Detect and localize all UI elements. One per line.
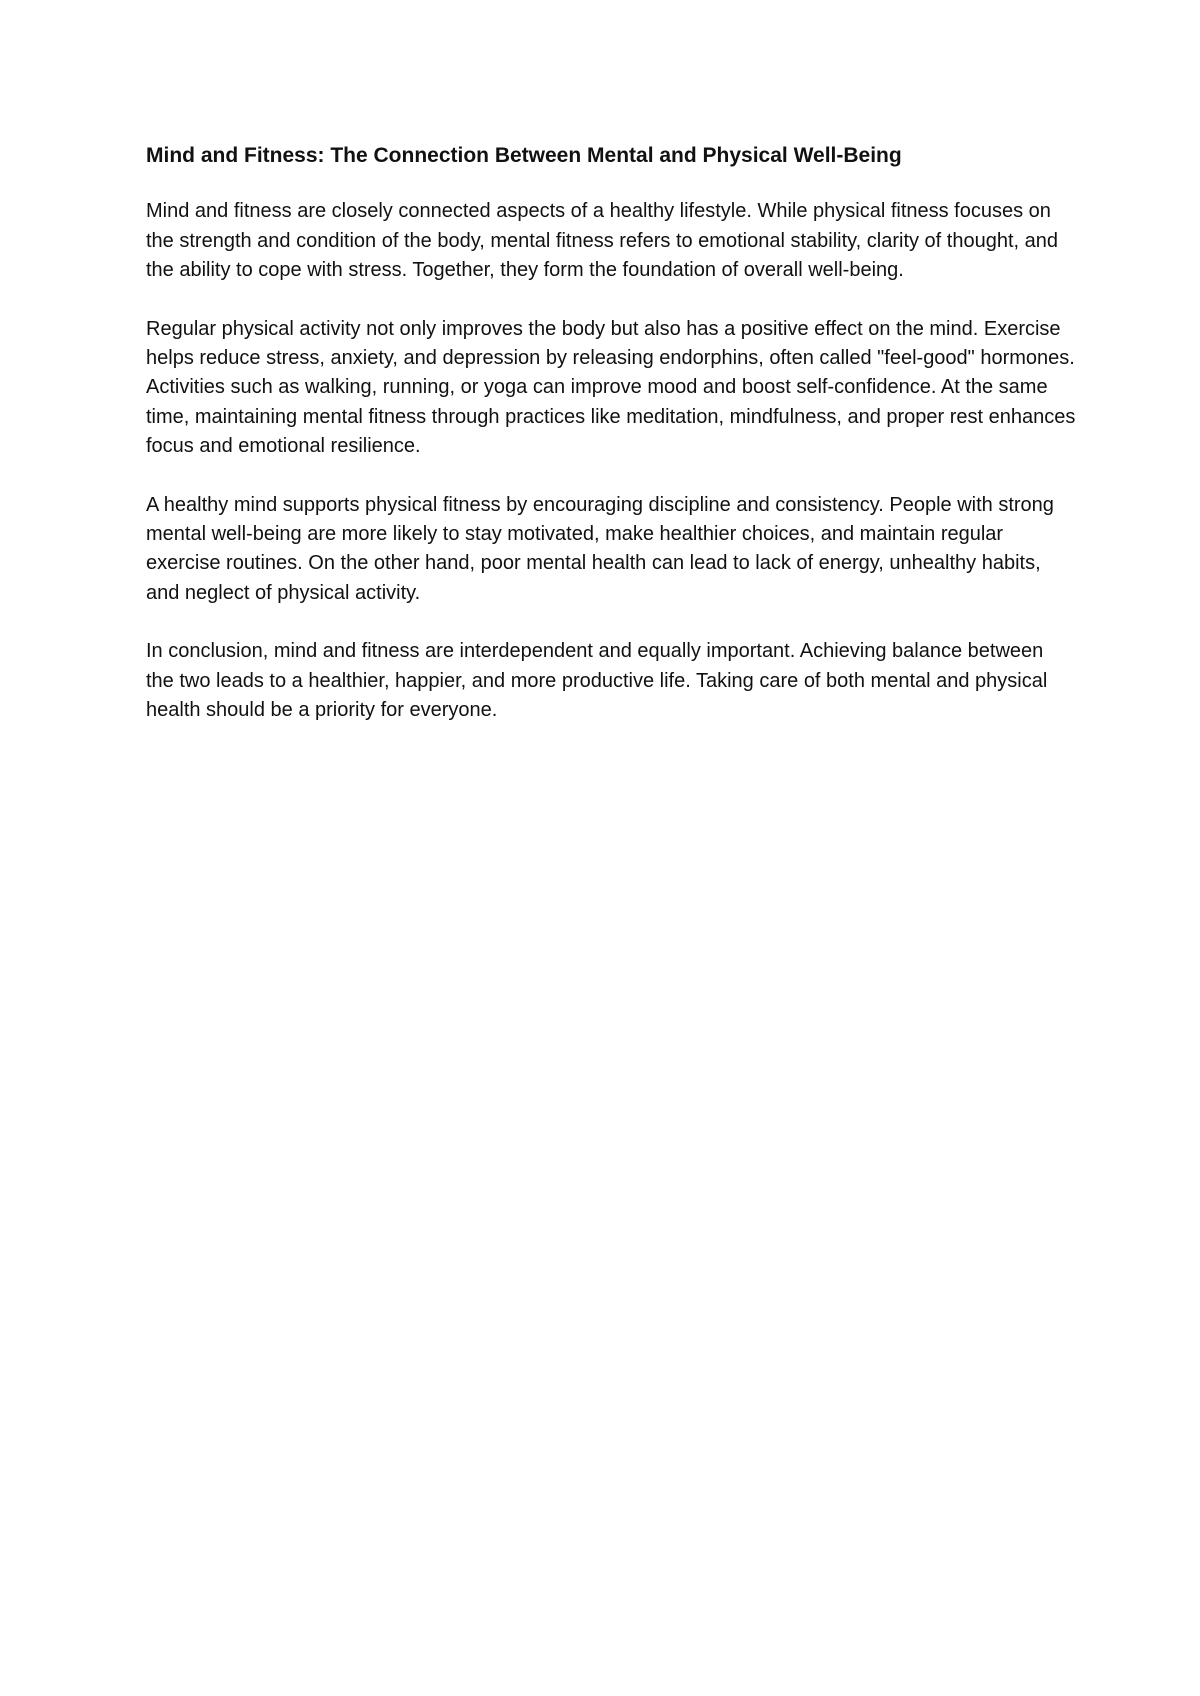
paragraph-healthy-mind: A healthy mind supports physical fitness by encouraging discipline and consistency. People with strong mental well-being are more likely to stay motivated, make healthier choices, and maintain regular exercise routines. On the other hand, poor mental health can lead to lack of energy, unhealthy habits, and neglect of physical activity. xyxy=(146,493,1054,604)
document-body xyxy=(146,141,1076,754)
paragraph-intro: Mind and fitness are closely connected aspects of a healthy lifestyle. While physical fitness focuses on the strength and condition of the body, mental fitness refers to emotional stability, clarity of thought, and the ability to cope with stress. Together, they form the foundation of overall well-being. xyxy=(146,200,1059,282)
paragraph-conclusion: In conclusion, mind and fitness are interdependent and equally important. Achieving balance between the two leads to a healthier, happier, and more productive life. Taking care of both mental and physical health should be a priority for everyone. xyxy=(146,640,1048,721)
document-title: Mind and Fitness: The Connection Between Mental and Physical Well-Being xyxy=(146,144,902,167)
paragraph-physical-activity: Regular physical activity not only improves the body but also has a positive effect on the mind. Exercise helps reduce stress, anxiety, and depression by releasing endorphins, often called "feel-good" hormones. Activities such as walking, running, or yoga can improve mood and boost self-confidence. At the same time, maintaining mental fitness through practices like meditation, mindfulness, and proper rest enhances focus and emotional resilience. xyxy=(146,317,1076,458)
